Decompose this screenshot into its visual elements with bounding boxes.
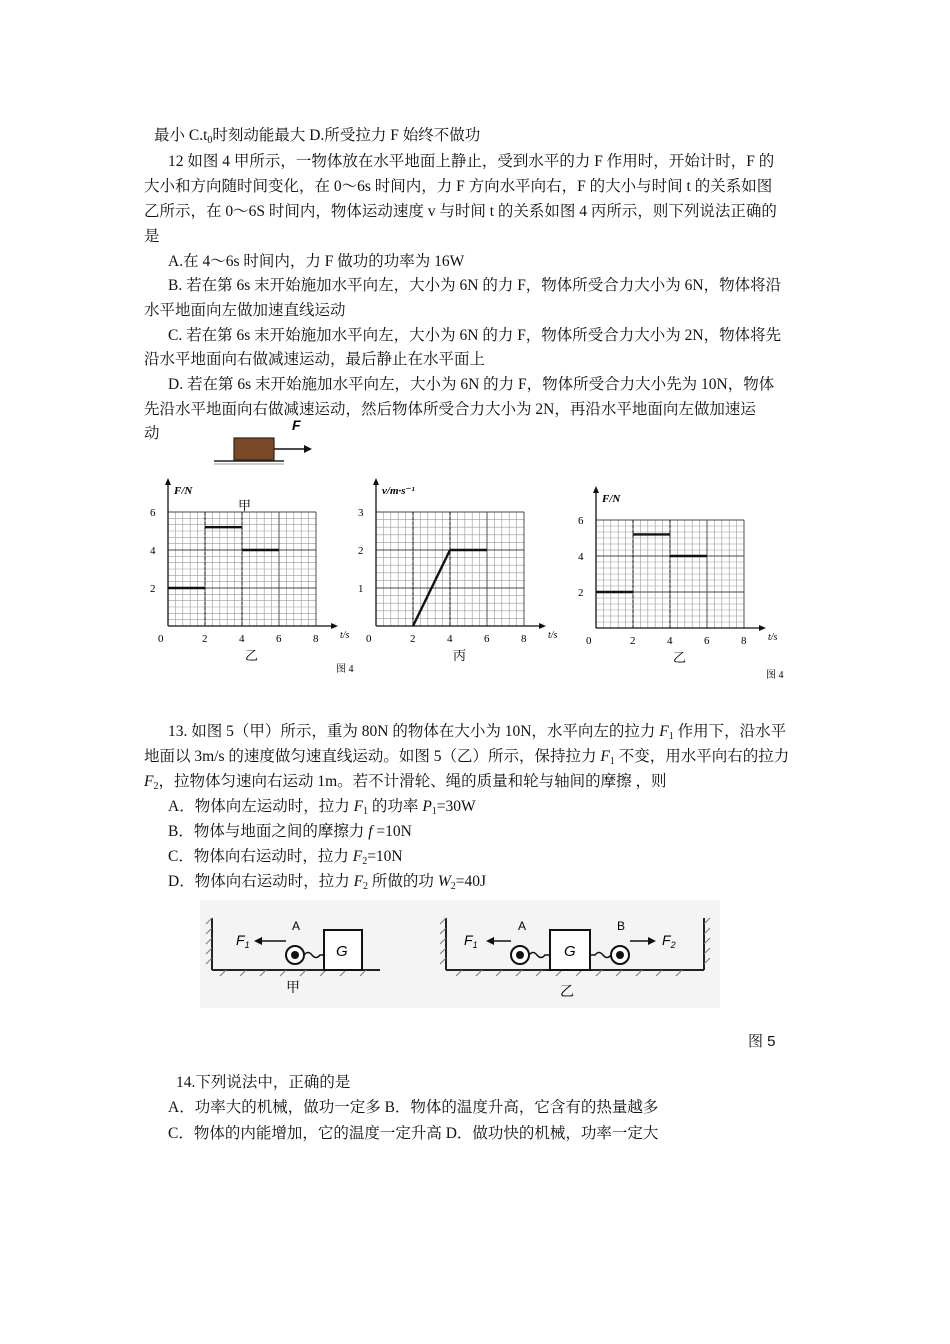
y-tick-label: 4 [578,551,584,563]
q13-stem-3: $F_2$，拉物体匀速向右运动 1m。若不计滑轮、绳的质量和轮与轴间的摩擦 ，则 [144,773,667,792]
fig5-yi [440,918,710,999]
q12-option-c: C. 若在第 6s 末开始施加水平向左，大小为 6N 的力 F，物体所受合力大小为 2N，物体将先 [168,327,782,344]
chart-title: 乙 [672,650,686,665]
q12-stem-4: 是 [144,228,160,245]
x-axis-label: t/s [548,630,558,641]
chart-2 [358,478,558,663]
x-axis-arrow [539,623,546,629]
svg-text:A: A [518,919,527,933]
svg-text:F1: $F_1$ [464,932,478,950]
y-axis-arrow [373,478,379,485]
y-tick-label: 3 [358,507,364,519]
q12-option-d-cont2: 动 [144,425,160,442]
x-tick-label: 2 [202,633,208,645]
svg-text:甲: 甲 [286,979,300,995]
q13-option-d: D．物体向右运动时，拉力 $F_2$ 所做的功 $W_2=40J$ [168,873,487,892]
q14-options-ab: A．功率大的机械，做功一定多 B．物体的温度升高，它含有的热量越多 [168,1099,659,1116]
x-tick-label: 4 [447,633,453,645]
svg-text:A: A [292,919,301,933]
fig5-caption: 图 5 [748,1033,776,1050]
x-axis-arrow [759,625,766,631]
y-tick-label: 2 [150,583,156,595]
fig4-charts [140,468,800,688]
x-axis-arrow [331,623,338,629]
x-tick-label: 2 [410,633,416,645]
q13-option-c: C．物体向右运动时，拉力 $F_2=10N$ [168,848,403,867]
y-axis-label: F/N [602,493,621,505]
fig5-diagram [200,900,720,1008]
x-tick-label: 8 [521,633,527,645]
y-tick-label: 6 [578,515,584,527]
q13-stem-1: 13. 如图 5（甲）所示，重为 80N 的物体在大小为 10N，水平向左的拉力 $F_1$ 作用下，沿水平 [168,723,787,742]
force-label: F [292,418,301,433]
q13-option-b: B．物体与地面之间的摩擦力 f =10N [168,823,412,840]
chart-title: 乙 [244,648,258,663]
chart-3 [578,486,778,665]
svg-text:F1: $F_1$ [236,932,250,950]
q12-option-d-cont: 先沿水平地面向右做减速运动，然后物体所受合力大小为 2N，再沿水平地面向左做加速运 [144,401,756,418]
block [234,438,274,460]
fig4-caption: 图 4 [336,664,354,675]
q14-stem: 14.下列说法中，正确的是 [176,1074,351,1091]
y-axis-arrow [593,486,599,493]
q12-stem-2: 大小和方向随时间变化，在 0～6s 时间内，力 F 方向水平向右，F 的大小与时间 t 的关系如图 [144,178,773,195]
fig4-caption: 图 4 [766,670,784,681]
x-tick-label: 8 [741,635,747,647]
svg-text:B: B [617,919,626,933]
x-tick-label: 0 [158,633,164,645]
y-tick-label: 4 [150,545,156,557]
x-axis-label: t/s [768,632,778,643]
q12-stem-3: 乙所示，在 0～6S 时间内，物体运动速度 v 与时间 t 的关系如图 4 丙所示，则下列说法正确的 [144,203,777,220]
y-axis-arrow [165,478,171,485]
q13-stem-2: 地面以 3m/s 的速度做匀速直线运动。如图 5（乙）所示，保持拉力 $F_1$ 不变，用水平向右的拉力 [144,748,790,767]
x-tick-label: 2 [630,635,636,647]
x-tick-label: 0 [366,633,372,645]
x-tick-label: 6 [276,633,282,645]
q12-stem-1: 12 如图 4 甲所示，一物体放在水平地面上静止，受到水平的力 F 作用时，开始计时，F 的 [168,153,775,170]
jia-label: 甲 [238,498,252,513]
q12-option-d: D. 若在第 6s 末开始施加水平向左，大小为 6N 的力 F，物体所受合力大小先为 10N，物体 [168,376,775,393]
y-axis-label: v/m·s⁻¹ [382,485,415,497]
x-tick-label: 0 [586,635,592,647]
svg-text:G: G [564,943,576,960]
y-axis-label: F/N [174,485,193,497]
q12-option-c-cont: 沿水平地面向右做减速运动，最后静止在水平面上 [144,351,486,368]
y-tick-label: 2 [578,587,584,599]
chart-title: 丙 [452,648,466,663]
svg-text:G: G [336,943,348,960]
x-tick-label: 4 [667,635,673,647]
y-tick-label: 2 [358,545,364,557]
svg-text:乙: 乙 [560,983,574,999]
x-tick-label: 4 [239,633,245,645]
q13-option-a: A．物体向左运动时，拉力 $F_1$ 的功率 $P_1=30W$ [168,798,476,817]
y-tick-label: 6 [150,507,156,519]
x-axis-label: t/s [340,630,350,641]
y-tick-label: 1 [358,583,364,595]
q12-option-a: A.在 4～6s 时间内，力 F 做功的功率为 16W [168,253,465,270]
x-tick-label: 8 [313,633,319,645]
q12-option-b-cont: 水平地面向左做加速直线运动 [144,302,346,319]
q11-tail: 最小 $C.t_0$时刻动能最大 D.所受拉力 F 始终不做功 [154,127,481,146]
q14-options-cd: C．物体的内能增加，它的温度一定升高 D．做功快的机械，功率一定大 [168,1125,659,1142]
q12-option-b: B. 若在第 6s 末开始施加水平向左，大小为 6N 的力 F，物体所受合力大小为 6N，物体将沿 [168,277,782,294]
svg-text:F2: $F_2$ [662,932,676,950]
x-tick-label: 6 [704,635,710,647]
fig4-block-diagram [212,418,322,466]
fig5-jia [206,918,380,995]
x-tick-label: 6 [484,633,490,645]
